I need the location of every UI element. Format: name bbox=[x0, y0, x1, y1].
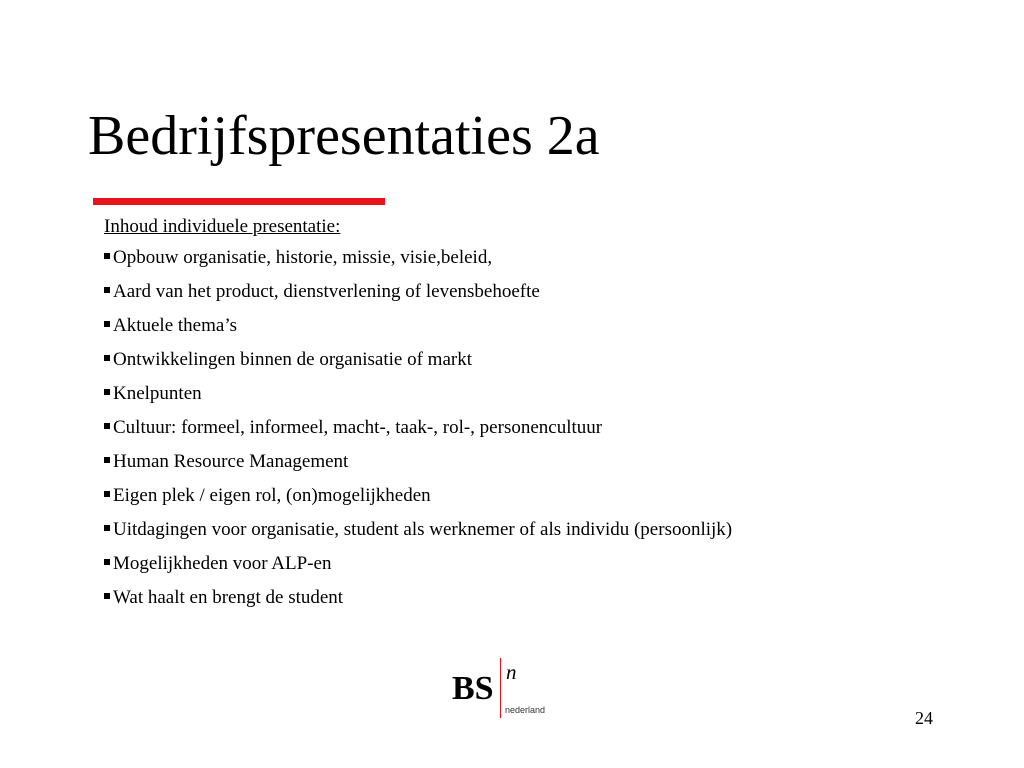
bullet-text: Cultuur: formeel, informeel, macht-, taak-, rol-, personencultuur bbox=[113, 417, 603, 438]
logo-superscript: n bbox=[506, 660, 517, 684]
bullet-text: Eigen plek / eigen rol, (on)mogelijkheden bbox=[113, 485, 431, 506]
slide-title: Bedrijfspresentaties 2a bbox=[88, 105, 600, 167]
bullet-text: Mogelijkheden voor ALP-en bbox=[113, 553, 332, 574]
bullet-item bbox=[104, 280, 732, 314]
bullet-text: Aard van het product, dienstverlening of levensbehoefte bbox=[113, 281, 540, 302]
bullet-item bbox=[104, 246, 732, 280]
bsn-logo bbox=[452, 655, 562, 721]
bullet-item bbox=[104, 518, 732, 552]
logo-main-text: BS bbox=[452, 670, 494, 707]
bullet-text: Wat haalt en brengt de student bbox=[113, 587, 344, 608]
bullet-item bbox=[104, 552, 732, 586]
square-bullet-icon bbox=[104, 389, 110, 395]
bullet-text: Uitdagingen voor organisatie, student als werknemer of als individu (persoonlijk) bbox=[113, 519, 733, 540]
square-bullet-icon bbox=[104, 287, 110, 293]
bullet-item bbox=[104, 314, 732, 348]
square-bullet-icon bbox=[104, 491, 110, 497]
square-bullet-icon bbox=[104, 355, 110, 361]
bullet-text: Opbouw organisatie, historie, missie, visie,beleid, bbox=[113, 247, 493, 268]
bullet-item bbox=[104, 484, 732, 518]
logo-subtitle: nederland bbox=[505, 705, 546, 715]
square-bullet-icon bbox=[104, 423, 110, 429]
square-bullet-icon bbox=[104, 525, 110, 531]
bullet-item bbox=[104, 348, 732, 382]
bullet-item bbox=[104, 450, 732, 484]
bullet-text: Ontwikkelingen binnen de organisatie of markt bbox=[113, 349, 472, 370]
logo-divider bbox=[500, 658, 501, 718]
bullet-list bbox=[104, 246, 732, 620]
bullet-text: Aktuele thema’s bbox=[113, 315, 237, 336]
bullet-item bbox=[104, 416, 732, 450]
square-bullet-icon bbox=[104, 253, 110, 259]
page-number: 24 bbox=[915, 708, 933, 728]
bullet-item bbox=[104, 586, 732, 620]
content-subheading: Inhoud individuele presentatie: bbox=[104, 216, 341, 237]
bullet-item bbox=[104, 382, 732, 416]
square-bullet-icon bbox=[104, 593, 110, 599]
bullet-text: Knelpunten bbox=[113, 383, 202, 404]
square-bullet-icon bbox=[104, 457, 110, 463]
square-bullet-icon bbox=[104, 559, 110, 565]
square-bullet-icon bbox=[104, 321, 110, 327]
title-accent-bar bbox=[93, 198, 385, 205]
slide-content bbox=[104, 212, 732, 620]
bullet-text: Human Resource Management bbox=[113, 451, 349, 472]
